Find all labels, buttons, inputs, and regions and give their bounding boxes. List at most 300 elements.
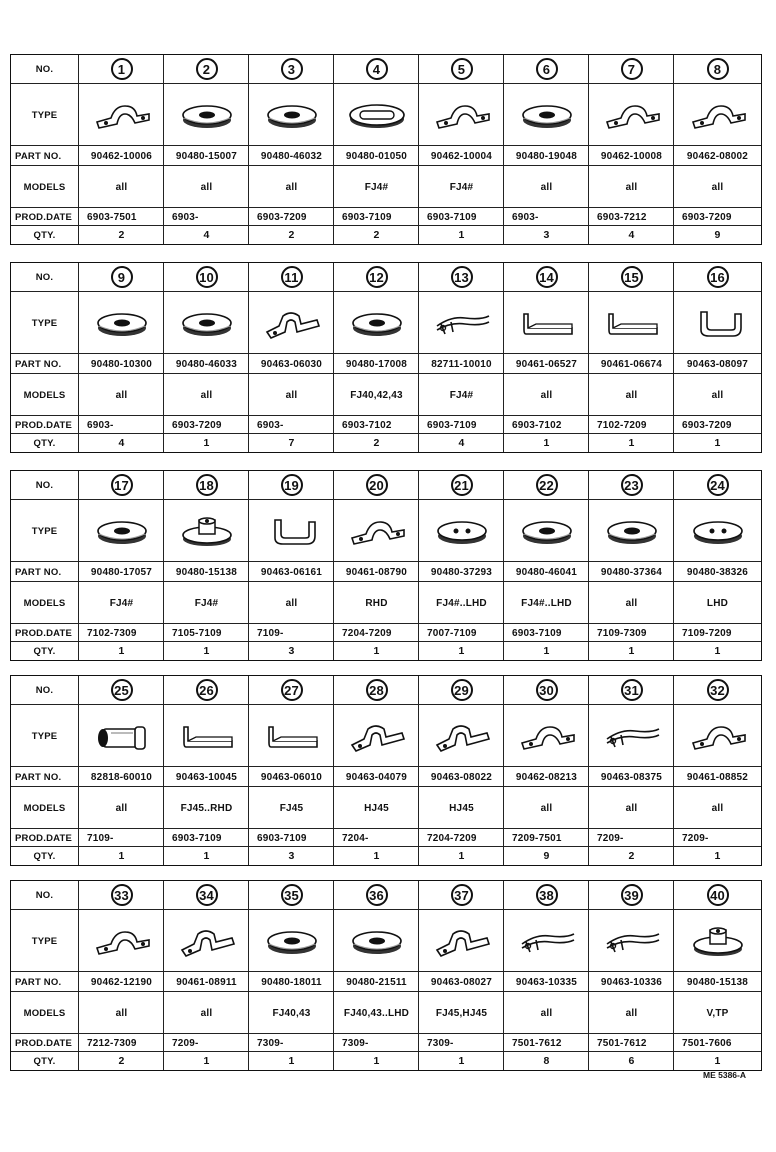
models-cell [588,992,674,1034]
part-no-cell [503,972,589,992]
no-row [11,471,761,499]
grommet-icon [248,84,334,146]
prod-date-cell [503,624,588,642]
part-no-cell [673,767,761,787]
qty-cell [248,226,334,244]
prod-date-cell [418,208,503,226]
models-value: FJ4# [194,597,219,609]
part-no-cell [248,767,334,787]
models-value: FJ45 [279,802,304,814]
prod-date-label: PROD.DATE [15,419,73,431]
wire-clip-icon [503,910,589,972]
clamp-icon [333,500,419,562]
prod-date-value: 6903-7109 [257,832,307,844]
qty-value: 4 [628,229,635,241]
models-value: FJ4#..LHD [521,597,572,609]
part-no-cell [163,767,249,787]
item-number-cell [503,676,589,704]
item-number-cell [503,263,589,291]
part-no-cell [588,354,674,374]
models-cell [333,787,419,829]
prod-date-value: 6903-7212 [597,211,647,223]
qty-cell [418,642,504,660]
item-number: 16 [707,266,729,288]
item-number: 30 [536,679,558,701]
item-number: 35 [281,884,303,906]
qty-value: 2 [373,437,380,449]
qty-value: 1 [714,1055,721,1067]
item-number: 17 [111,474,133,496]
qty-row [11,1051,761,1070]
part-no-value: 90480-15138 [175,566,238,578]
item-number-cell [333,676,419,704]
item-number-cell [333,55,419,83]
models-cell [503,582,589,624]
item-number-cell [333,471,419,499]
qty-value: 1 [373,1055,380,1067]
part-no-value: 90480-15138 [686,976,749,988]
part-no-value: 90480-46033 [175,358,238,370]
qty-value: 2 [118,1055,125,1067]
part-no-row [11,145,761,166]
item-number-cell [163,881,249,909]
models-value: all [625,181,638,193]
item-number-cell [673,471,761,499]
prod-date-cell [248,208,333,226]
qty-value: 4 [203,229,210,241]
parts-table-4 [10,675,762,866]
clamp-icon [418,84,504,146]
models-cell [248,582,334,624]
grommet-icon [248,910,334,972]
part-no-value: 90461-06674 [600,358,663,370]
parts-table-2 [10,262,762,453]
part-no-value: 90480-01050 [345,150,408,162]
prod-date-cell [163,624,248,642]
item-number-cell [588,263,674,291]
no-row [11,676,761,704]
models-value: all [200,1007,213,1019]
clamp-icon [78,910,164,972]
prod-date-cell [673,1034,760,1052]
models-value: all [711,181,724,193]
models-value: all [115,389,128,401]
qty-cell [163,226,249,244]
models-value: HJ45 [364,802,389,814]
qty-row [11,846,761,865]
item-number: 1 [111,58,133,80]
no-row [11,263,761,291]
prod-date-value: 6903-7109 [427,419,477,431]
part-no-value: 90463-08375 [600,771,663,783]
item-number: 11 [281,266,303,288]
item-number-cell [418,881,504,909]
qty-cell [673,1052,761,1070]
prod-date-cell [248,416,333,434]
qty-cell [673,847,761,865]
part-no-cell [248,146,334,166]
part-no-cell [163,562,249,582]
item-number-cell [333,263,419,291]
item-number-cell [503,55,589,83]
models-cell [333,166,419,208]
clip-icon [333,705,419,767]
item-number-cell [248,263,334,291]
no-label: NO. [35,479,54,491]
qty-cell [673,642,761,660]
grommet-icon [588,500,674,562]
part-no-cell [78,146,164,166]
grommet-icon [163,292,249,354]
part-no-value: 90463-08022 [430,771,493,783]
qty-value: 4 [458,437,465,449]
qty-value: 1 [714,437,721,449]
prod-date-cell [588,624,673,642]
no-label: NO. [35,63,54,75]
qty-cell [673,434,761,452]
part-no-cell [418,146,504,166]
qty-value: 9 [543,850,550,862]
part-no-value: 90480-38326 [686,566,749,578]
models-value: all [625,597,638,609]
models-cell [503,166,589,208]
item-number-cell [418,471,504,499]
prod-date-value: 7204-7209 [427,832,477,844]
qty-label: QTY. [33,1055,56,1067]
item-number-cell [78,881,164,909]
models-value: all [115,181,128,193]
models-value: FJ4# [364,181,389,193]
item-number: 7 [621,58,643,80]
part-no-cell [503,354,589,374]
item-number: 14 [536,266,558,288]
type-label: TYPE [31,525,58,537]
grommet-icon [78,292,164,354]
models-cell [418,374,504,416]
prod-date-cell [333,208,418,226]
prod-date-value: 6903-7102 [342,419,392,431]
models-label: MODELS [23,802,66,814]
clip-icon [163,910,249,972]
part-no-cell [588,146,674,166]
models-value: LHD [706,597,729,609]
clamp-icon [78,84,164,146]
models-cell [163,166,249,208]
item-number-cell [163,55,249,83]
prod-date-value: 7102-7209 [597,419,647,431]
qty-cell [588,434,674,452]
qty-cell [78,434,164,452]
qty-label: QTY. [33,229,56,241]
models-cell [248,787,334,829]
part-no-value: 90480-18011 [261,976,322,988]
qty-cell [78,226,164,244]
prod-date-value: 7109- [257,627,284,639]
models-value: FJ40,42,43 [350,389,403,401]
item-number-cell [588,471,674,499]
item-number-cell [163,263,249,291]
models-cell [673,374,761,416]
prod-date-value: 6903-7109 [427,211,477,223]
prod-date-label: PROD.DATE [15,1037,73,1049]
part-no-cell [78,767,164,787]
item-number: 13 [451,266,473,288]
no-label: NO. [35,684,54,696]
item-number: 29 [451,679,473,701]
prod-date-value: 7309- [342,1037,369,1049]
part-no-value: 90480-21511 [346,976,407,988]
models-value: FJ45,HJ45 [435,1007,488,1019]
prod-date-row [11,207,761,226]
models-cell [163,787,249,829]
models-value: all [711,389,724,401]
part-no-cell [248,562,334,582]
twin-grommet-icon [673,500,761,562]
part-no-cell [673,972,761,992]
prod-date-value: 7105-7109 [172,627,222,639]
prod-date-value: 6903-7501 [87,211,137,223]
item-number-cell [588,676,674,704]
part-no-row [11,353,761,374]
qty-cell [418,226,504,244]
models-cell [78,166,164,208]
prod-date-value: 7204- [342,832,369,844]
models-cell [248,374,334,416]
qty-cell [673,226,761,244]
part-no-cell [673,146,761,166]
models-row [11,165,761,208]
part-no-value: 90461-08790 [345,566,408,578]
part-no-value: 90480-17057 [90,566,153,578]
models-value: all [540,1007,553,1019]
qty-label: QTY. [33,645,56,657]
item-number: 40 [707,884,729,906]
prod-date-cell [503,1034,588,1052]
qty-cell [248,642,334,660]
qty-cell [248,1052,334,1070]
type-label: TYPE [31,109,58,121]
qty-cell [248,847,334,865]
models-value: all [540,802,553,814]
qty-value: 2 [628,850,635,862]
qty-cell [78,642,164,660]
part-no-value: 90462-08002 [686,150,749,162]
type-row [11,499,761,562]
qty-cell [78,1052,164,1070]
no-label: NO. [35,889,54,901]
models-cell [673,992,761,1034]
u-clip-icon [248,500,334,562]
qty-cell [503,642,589,660]
prod-date-value: 6903- [257,419,284,431]
qty-value: 7 [288,437,295,449]
qty-value: 1 [458,645,465,657]
item-number: 21 [451,474,473,496]
models-value: FJ45..RHD [180,802,233,814]
models-cell [78,787,164,829]
prod-date-cell [78,624,163,642]
part-no-row [11,561,761,582]
item-number-cell [78,676,164,704]
type-label: TYPE [31,730,58,742]
models-label: MODELS [23,181,66,193]
prod-date-value: 7501-7612 [597,1037,647,1049]
part-no-cell [418,354,504,374]
item-number: 25 [111,679,133,701]
part-no-cell [503,562,589,582]
qty-cell [503,1052,589,1070]
item-number: 19 [281,474,303,496]
part-no-value: 90480-46041 [515,566,578,578]
models-value: all [625,802,638,814]
prod-date-cell [673,624,760,642]
item-number: 4 [366,58,388,80]
qty-cell [333,434,419,452]
models-value: FJ4# [449,389,474,401]
type-label: TYPE [31,935,58,947]
type-row [11,909,761,972]
qty-value: 1 [543,645,550,657]
part-no-value: 90463-08097 [686,358,749,370]
models-cell [588,787,674,829]
models-value: all [711,802,724,814]
item-number-cell [78,55,164,83]
prod-date-cell [418,1034,503,1052]
item-number-cell [588,55,674,83]
prod-date-value: 6903- [87,419,114,431]
part-no-cell [503,146,589,166]
item-number-cell [673,55,761,83]
models-value: FJ40,43 [272,1007,311,1019]
item-number: 39 [621,884,643,906]
grommet-icon [78,500,164,562]
prod-date-row [11,623,761,642]
models-value: all [540,181,553,193]
qty-cell [503,434,589,452]
clip-icon [248,292,334,354]
part-no-row [11,971,761,992]
qty-value: 4 [118,437,125,449]
models-value: all [625,389,638,401]
part-no-cell [418,972,504,992]
qty-value: 2 [118,229,125,241]
prod-date-value: 7102-7309 [87,627,137,639]
prod-date-cell [333,1034,418,1052]
qty-value: 1 [458,229,465,241]
prod-date-label: PROD.DATE [15,832,73,844]
part-no-cell [163,146,249,166]
prod-date-value: 7309- [257,1037,284,1049]
wire-clip-icon [588,705,674,767]
prod-date-row [11,415,761,434]
prod-date-value: 6903-7209 [257,211,307,223]
type-row [11,83,761,146]
prod-date-cell [503,208,588,226]
prod-date-value: 7209-7501 [512,832,562,844]
item-number: 36 [366,884,388,906]
item-number-cell [248,881,334,909]
qty-value: 3 [543,229,550,241]
part-no-cell [163,972,249,992]
item-number: 37 [451,884,473,906]
item-number: 28 [366,679,388,701]
qty-cell [418,434,504,452]
part-no-value: 90480-17008 [345,358,408,370]
wire-clip-icon [588,910,674,972]
prod-date-cell [503,829,588,847]
part-no-value: 90463-10335 [515,976,578,988]
part-no-cell [673,354,761,374]
models-value: FJ4#..LHD [436,597,487,609]
qty-row [11,433,761,452]
twin-grommet-icon [418,500,504,562]
qty-value: 6 [628,1055,635,1067]
item-number-cell [503,881,589,909]
prod-date-cell [333,416,418,434]
prod-date-cell [78,1034,163,1052]
prod-date-label: PROD.DATE [15,211,73,223]
wire-clip-icon [418,292,504,354]
prod-date-value: 7501-7612 [512,1037,562,1049]
models-value: all [285,389,298,401]
part-no-value: 90463-10336 [600,976,663,988]
models-row [11,991,761,1034]
prod-date-label: PROD.DATE [15,627,73,639]
u-clip-icon [673,292,761,354]
qty-value: 1 [714,645,721,657]
prod-date-value: 7007-7109 [427,627,477,639]
part-no-value: 90463-08027 [430,976,493,988]
item-number-cell [78,471,164,499]
part-no-cell [418,767,504,787]
part-no-value: 90462-12190 [90,976,153,988]
part-no-label: PART NO. [15,358,62,370]
part-no-label: PART NO. [15,976,62,988]
part-no-value: 90463-06010 [260,771,323,783]
models-cell [333,374,419,416]
part-no-value: 90463-06030 [260,358,323,370]
parts-table-1 [10,54,762,245]
qty-cell [333,847,419,865]
models-value: HJ45 [449,802,474,814]
models-value: V,TP [706,1007,729,1019]
item-number: 23 [621,474,643,496]
models-value: all [200,181,213,193]
prod-date-value: 6903-7209 [682,211,732,223]
prod-date-cell [248,829,333,847]
part-no-cell [588,562,674,582]
item-number-cell [248,55,334,83]
grommet-icon [503,84,589,146]
prod-date-value: 7209- [682,832,709,844]
models-row [11,581,761,624]
prod-date-value: 7209- [172,1037,199,1049]
part-no-cell [78,562,164,582]
models-cell [673,166,761,208]
qty-cell [163,847,249,865]
item-number: 3 [281,58,303,80]
no-row [11,881,761,909]
part-no-value: 90463-04079 [345,771,408,783]
prod-date-value: 7109- [87,832,114,844]
prod-date-value: 6903-7102 [512,419,562,431]
item-number: 10 [196,266,218,288]
prod-date-cell [248,624,333,642]
qty-cell [588,847,674,865]
prod-date-cell [503,416,588,434]
part-no-cell [163,354,249,374]
qty-value: 1 [458,850,465,862]
